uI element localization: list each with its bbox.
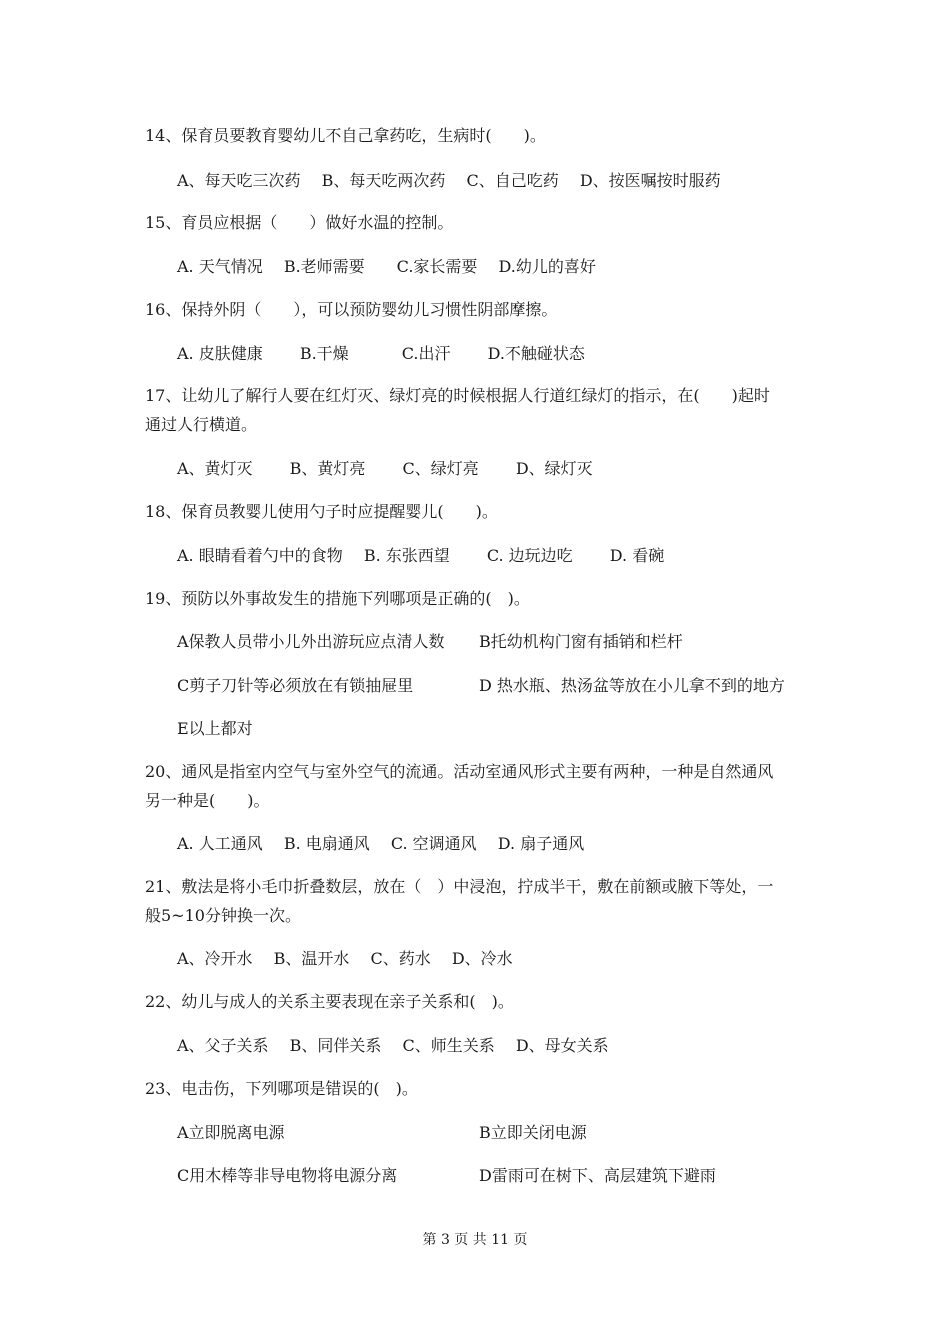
question-19-option-e: E以上都对 xyxy=(177,719,253,738)
question-16-options: A. 皮肤健康 B.干燥 C.出汗 D.不触碰状态 xyxy=(177,344,585,363)
question-19-option-c: C剪子刀针等必须放在有锁抽屉里 xyxy=(177,676,414,695)
question-19: 19、预防以外事故发生的措施下列哪项是正确的( )。 xyxy=(145,589,530,608)
question-21-line-2: 般5~10分钟换一次。 xyxy=(145,906,301,925)
question-17-line-1: 17、让幼儿了解行人要在红灯灭、绿灯亮的时候根据人行道红绿灯的指示，在( )起时 xyxy=(145,386,770,405)
question-15: 15、育员应根据（ ）做好水温的控制。 xyxy=(145,213,454,232)
question-23-option-c: C用木棒等非导电物将电源分离 xyxy=(177,1166,398,1185)
question-15-options: A. 天气情况 B.老师需要 C.家长需要 D.幼儿的喜好 xyxy=(177,257,596,276)
page-footer: 第 3 页 共 11 页 xyxy=(422,1232,528,1248)
question-21-line-1: 21、敷法是将小毛巾折叠数层，放在（ ）中浸泡，拧成半干，敷在前额或腋下等处，一 xyxy=(145,877,774,896)
question-20-options: A. 人工通风 B. 电扇通风 C. 空调通风 D. 扇子通风 xyxy=(177,834,585,853)
question-20-line-2: 另一种是( )。 xyxy=(145,791,270,810)
question-19-option-d: D 热水瓶、热汤盆等放在小儿拿不到的地方 xyxy=(479,676,785,695)
question-21-options: A、冷开水 B、温开水 C、药水 D、冷水 xyxy=(177,949,513,968)
question-20-line-1: 20、通风是指室内空气与室外空气的流通。活动室通风形式主要有两种，一种是自然通风 xyxy=(145,762,774,781)
question-17-line-2: 通过人行横道。 xyxy=(145,415,258,434)
question-14-options: A、每天吃三次药 B、每天吃两次药 C、自己吃药 D、按医嘱按时服药 xyxy=(177,171,721,190)
question-18-options: A. 眼睛看着勺中的食物 B. 东张西望 C. 边玩边吃 D. 看碗 xyxy=(177,546,665,565)
question-22-options: A、父子关系 B、同伴关系 C、师生关系 D、母女关系 xyxy=(177,1036,609,1055)
question-19-option-b: B托幼机构门窗有插销和栏杆 xyxy=(479,632,683,651)
question-22: 22、幼儿与成人的关系主要表现在亲子关系和( )。 xyxy=(145,992,514,1011)
question-14: 14、保育员要教育婴幼儿不自己拿药吃，生病时( )。 xyxy=(145,126,546,145)
question-23: 23、电击伤，下列哪项是错误的( )。 xyxy=(145,1079,418,1098)
question-23-option-a: A立即脱离电源 xyxy=(177,1123,285,1142)
question-19-option-a: A保教人员带小儿外出游玩应点清人数 xyxy=(177,632,445,651)
question-16: 16、保持外阴（ ），可以预防婴幼儿习惯性阴部摩擦。 xyxy=(145,300,558,319)
question-23-option-b: B立即关闭电源 xyxy=(479,1123,587,1142)
question-17-options: A、黄灯灭 B、黄灯亮 C、绿灯亮 D、绿灯灭 xyxy=(177,459,593,478)
question-23-option-d: D雷雨可在树下、高层建筑下避雨 xyxy=(479,1166,716,1185)
question-18: 18、保育员教婴儿使用勺子时应提醒婴儿( )。 xyxy=(145,502,498,521)
